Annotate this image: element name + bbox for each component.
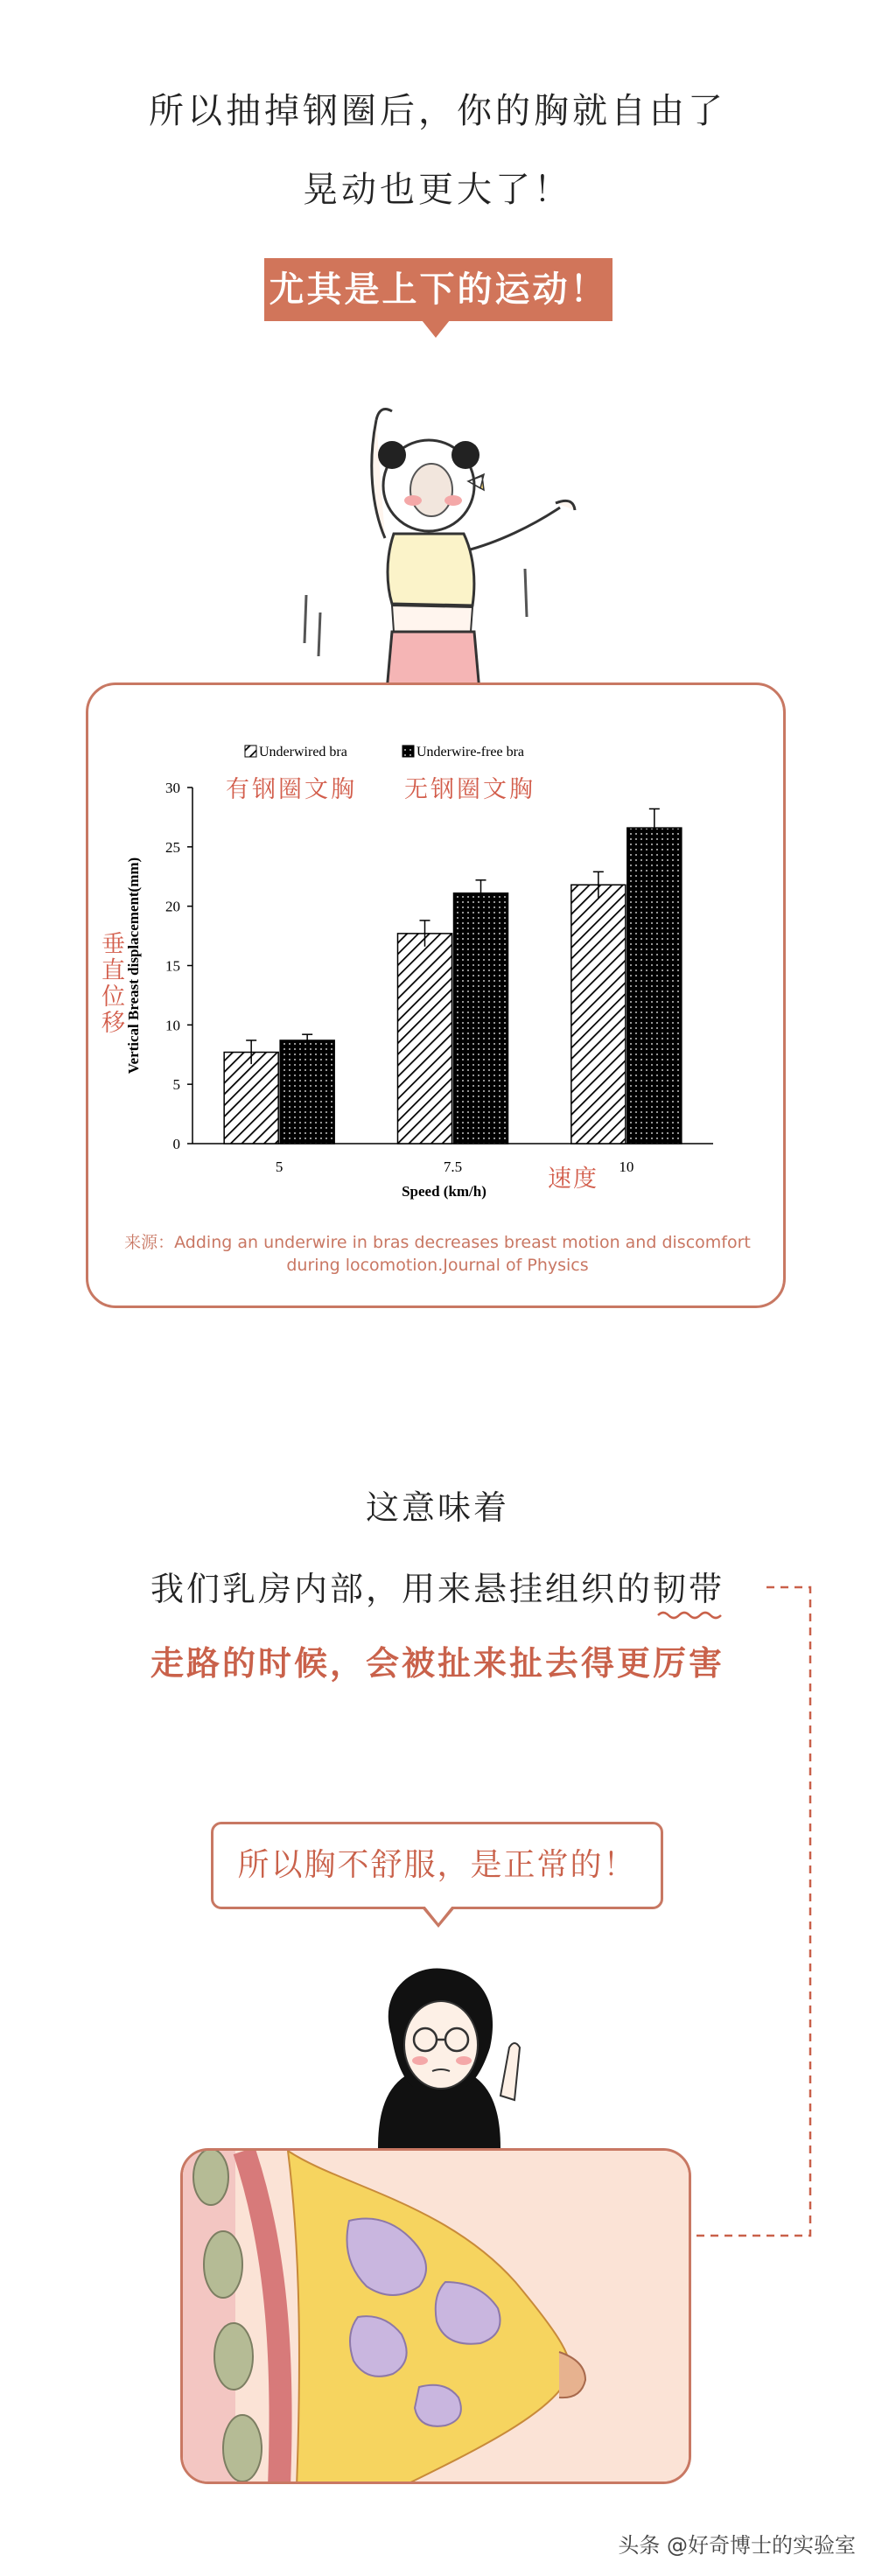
annotation-vertical: 垂直位移: [102, 931, 125, 1037]
y-tick-label: 20: [165, 898, 180, 915]
speech-bubble: 所以胸不舒服，是正常的！: [211, 1822, 663, 1909]
bar-chart: [88, 684, 784, 1209]
x-tick-label: 7.5: [443, 1158, 463, 1175]
bar-underwire-free-5: [280, 1040, 334, 1144]
source-note-line-2: during locomotion.Journal of Physics: [286, 1256, 589, 1275]
legend-swatch: [402, 746, 414, 757]
dancing-character-illustration: [289, 402, 604, 691]
annotation-with-wire: 有钢圈文胸: [226, 776, 357, 803]
legend-label: Underwire-free bra: [416, 745, 525, 760]
x-tick-label: 10: [619, 1158, 634, 1175]
intro-line-1: 所以抽掉钢圈后，你的胸就自由了: [149, 91, 726, 131]
bar-underwired-7.5: [398, 934, 452, 1144]
bar-underwired-5: [224, 1053, 278, 1144]
x-tick-label: 5: [275, 1158, 284, 1175]
intro-line-2: 晃动也更大了！: [303, 170, 572, 210]
watermark: 头条 @好奇博士的实验室: [618, 2533, 856, 2558]
y-axis-label: Vertical Breast displacement(mm): [125, 857, 142, 1074]
y-tick-label: 25: [165, 838, 180, 856]
source-note-line-1: 来源：Adding an underwire in bras decreases breast motion and discomfort: [124, 1233, 751, 1252]
annotation-without-wire: 无钢圈文胸: [404, 776, 536, 803]
y-tick-label: 5: [172, 1076, 180, 1094]
banner-pointer: [422, 320, 450, 338]
x-axis-label: Speed (km/h): [402, 1183, 486, 1200]
breast-anatomy-card: [180, 2148, 691, 2484]
y-tick-label: 10: [165, 1017, 180, 1034]
meaning-heading: 这意味着: [365, 1488, 509, 1527]
emphasis-statement: 走路的时候，会被扯来扯去得更厉害: [150, 1644, 724, 1683]
highlight-banner: 尤其是上下的运动！: [264, 258, 612, 321]
bar-underwired-10: [571, 885, 626, 1144]
y-tick-label: 30: [165, 780, 180, 796]
y-tick-label: 0: [172, 1136, 180, 1152]
bar-underwire-free-10: [627, 828, 682, 1144]
ligament-statement: 我们乳房内部，用来悬挂组织的韧带: [150, 1570, 724, 1608]
speech-bubble-tail-fill: [424, 1906, 452, 1923]
annotation-speed: 速度: [548, 1166, 598, 1193]
breast-anatomy-illustration: [183, 2151, 691, 2484]
legend-swatch: [245, 746, 256, 757]
bar-underwire-free-7.5: [454, 893, 508, 1144]
y-tick-label: 15: [165, 957, 180, 975]
doctor-character-illustration: [343, 1964, 544, 2148]
legend-label: Underwired bra: [259, 745, 347, 760]
